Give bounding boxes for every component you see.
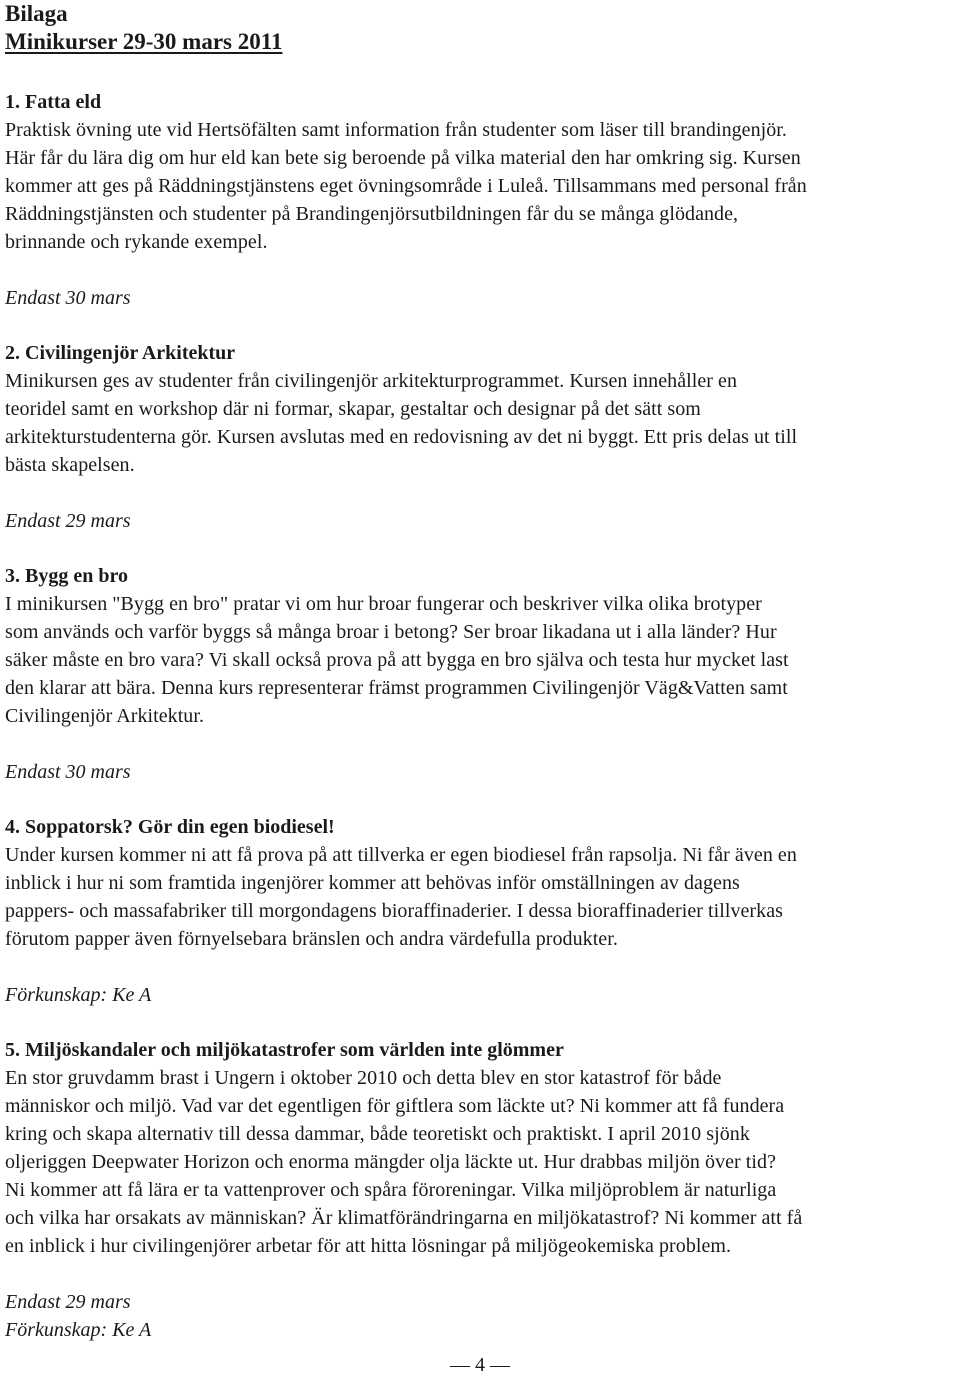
- course-section-4: [5, 813, 955, 1009]
- course-line: Under kursen kommer ni att få prova på att tillverka er egen biodiesel från rapsolja. Ni får även en: [5, 844, 797, 866]
- course-line: Räddningstjänsten och studenter på Brandingenjörsutbildningen får du se många glödande,: [5, 203, 739, 225]
- course-prerequisite-note: Förkunskap: Ke A: [5, 984, 152, 1006]
- page-number: — 4 —: [450, 1354, 510, 1376]
- course-line: Civilingenjör Arkitektur.: [5, 705, 205, 727]
- course-section-5: [5, 1036, 955, 1344]
- course-line: den klarar att bära. Denna kurs representerar främst programmen Civilingenjör Väg&Vatten samt: [5, 677, 788, 699]
- document-title: Minikurser 29-30 mars 2011: [5, 29, 283, 54]
- course-heading: 5. Miljöskandaler och miljökatastrofer som världen inte glömmer: [5, 1039, 564, 1061]
- course-line: arkitekturstudenterna gör. Kursen avslutas med en redovisning av det ni byggt. Ett pris delas ut till: [5, 426, 798, 448]
- course-section-2: [5, 339, 955, 535]
- course-line: och vilka har orsakats av människan? Är klimatförändringarna en miljökatastrof? Ni kommer att få: [5, 1207, 803, 1229]
- course-prerequisite-note: Förkunskap: Ke A: [5, 1319, 152, 1341]
- course-heading: 3. Bygg en bro: [5, 565, 128, 587]
- attachment-label: Bilaga: [5, 1, 68, 26]
- course-date-note: Endast 29 mars: [5, 1291, 131, 1313]
- course-heading: 4. Soppatorsk? Gör din egen biodiesel!: [5, 816, 335, 838]
- course-line: brinnande och rykande exempel.: [5, 231, 268, 253]
- course-line: säker måste en bro vara? Vi skall också prova på att bygga en bro själva och testa hur mycket last: [5, 649, 789, 671]
- course-line: teoridel samt en workshop där ni formar, skapar, gestaltar och designar på det sätt som: [5, 398, 701, 420]
- course-line: en inblick i hur civilingenjörer arbetar för att hitta lösningar på miljögeokemiska problem.: [5, 1235, 732, 1257]
- course-date-note: Endast 30 mars: [5, 287, 131, 309]
- course-section-3: [5, 562, 955, 786]
- course-line: En stor gruvdamm brast i Ungern i oktober 2010 och detta blev en stor katastrof för både: [5, 1067, 722, 1089]
- course-date-note: Endast 29 mars: [5, 510, 131, 532]
- course-heading: 1. Fatta eld: [5, 91, 102, 113]
- course-line: människor och miljö. Vad var det egentligen för giftlera som läckte ut? Ni kommer att få fundera: [5, 1095, 785, 1117]
- course-line: Här får du lära dig om hur eld kan bete sig beroende på vilka material den har omkring sig. Kursen: [5, 147, 801, 169]
- course-line: pappers- och massafabriker till morgondagens bioraffinaderier. I dessa bioraffinaderier tillverkas: [5, 900, 783, 922]
- course-line: Praktisk övning ute vid Hertsöfälten samt information från studenter som läser till brandingenjör.: [5, 119, 787, 141]
- course-line: oljeriggen Deepwater Horizon och enorma mängder olja läckte ut. Hur drabbas miljön över tid?: [5, 1151, 776, 1173]
- spacer: [5, 57, 955, 88]
- course-line: Minikursen ges av studenter från civilingenjör arkitekturprogrammet. Kursen innehåller en: [5, 370, 737, 392]
- course-line: kommer att ges på Räddningstjänstens eget övningsområde i Luleå. Tillsammans med personal från: [5, 175, 807, 197]
- course-line: kring och skapa alternativ till dessa dammar, både teoretiskt och praktiskt. I april 2010 sjönk: [5, 1123, 750, 1145]
- course-line: bästa skapelsen.: [5, 454, 135, 476]
- course-line: I minikursen "Bygg en bro" pratar vi om hur broar fungerar och beskriver vilka olika brotyper: [5, 593, 762, 615]
- course-line: inblick i hur ni som framtida ingenjörer kommer att behövas inför omställningen av dagens: [5, 872, 740, 894]
- course-date-note: Endast 30 mars: [5, 761, 131, 783]
- course-line: som används och varför byggs så många broar i betong? Ser broar likadana ut i alla länder? Hur: [5, 621, 777, 643]
- course-heading: 2. Civilingenjör Arkitektur: [5, 342, 236, 364]
- document-page: [5, 0, 955, 1344]
- course-line: förutom papper även förnyelsebara bränslen och andra värdefulla produkter.: [5, 928, 618, 950]
- course-section-1: [5, 88, 955, 312]
- course-line: Ni kommer att få lära er ta vattenprover och spåra föroreningar. Vilka miljöproblem är naturliga: [5, 1179, 777, 1201]
